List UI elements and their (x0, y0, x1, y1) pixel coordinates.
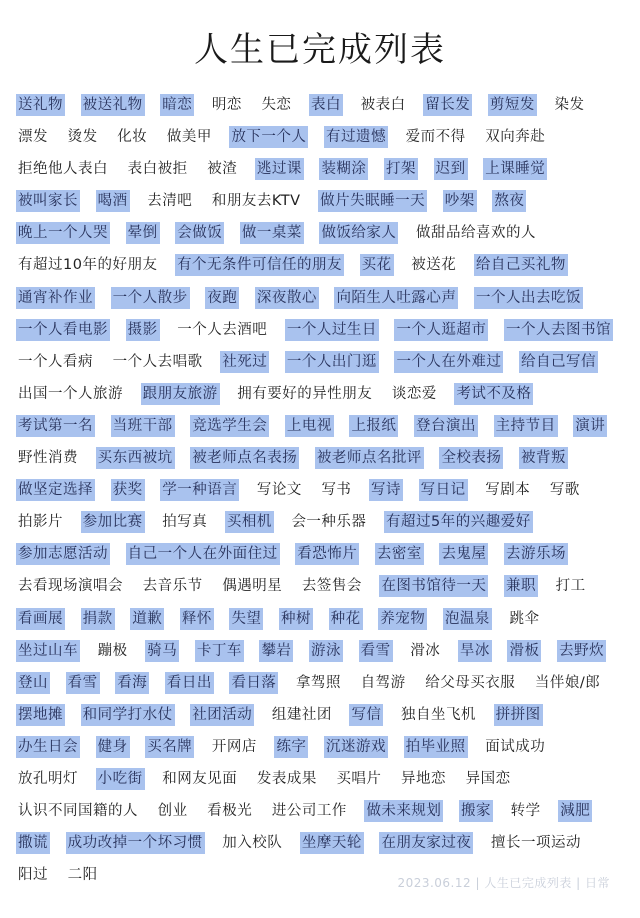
completed-item: 上课睡觉 (483, 158, 547, 180)
completed-item: 看雪 (359, 640, 393, 662)
completed-item: 参加志愿活动 (16, 543, 110, 565)
completed-item: 看日出 (165, 672, 214, 694)
list-item: 看极光 (207, 803, 253, 820)
completed-item: 健身 (96, 736, 130, 758)
completed-item: 登山 (16, 672, 50, 694)
completed-item: 通宵补作业 (16, 287, 95, 309)
list-item: 加入校队 (222, 835, 283, 852)
completed-item: 喝酒 (96, 190, 130, 212)
completed-item: 送礼物 (16, 94, 65, 116)
completed-item: 一个人去图书馆 (504, 319, 613, 341)
completed-item: 搬家 (459, 800, 493, 822)
completed-item: 熬夜 (492, 190, 526, 212)
list-item: 跳伞 (509, 610, 540, 627)
completed-item: 买相机 (225, 511, 274, 533)
list-item: 有超过10年的好朋友 (18, 257, 158, 274)
list-item: 自驾游 (360, 674, 406, 691)
list-item: 野性消费 (18, 450, 78, 467)
completed-item: 做一桌菜 (240, 222, 304, 244)
completed-item: 竞选学生会 (190, 415, 269, 437)
completed-item: 逃过课 (255, 158, 304, 180)
completed-item: 坐摩天轮 (300, 832, 364, 854)
completed-item: 上报纸 (349, 415, 398, 437)
list-item: 买唱片 (336, 770, 382, 787)
watermark-footer: 2023.06.12 | 人生已完成列表 | 日常 (397, 876, 610, 890)
completed-item: 给自己写信 (519, 351, 598, 373)
list-item: 去音乐节 (142, 578, 203, 595)
list-item: 给父母买衣服 (425, 674, 516, 691)
list-item: 当伴娘/郎 (534, 674, 601, 691)
completed-item: 被老师点名批评 (315, 447, 424, 469)
completed-item: 沉迷游戏 (324, 736, 388, 758)
completed-item: 做饭给家人 (319, 222, 398, 244)
completed-item: 游泳 (309, 640, 343, 662)
list-item: 明恋 (211, 97, 242, 113)
completed-item: 去野炊 (557, 640, 606, 662)
completed-item: 撒谎 (16, 832, 50, 854)
list-item: 开网店 (211, 738, 257, 755)
life-checklist (0, 89, 640, 891)
completed-item: 剪短发 (488, 94, 537, 116)
completed-item: 夜跑 (205, 287, 239, 309)
completed-item: 给自己买礼物 (474, 254, 568, 276)
list-item: 谈恋爱 (391, 385, 437, 402)
completed-item: 练字 (274, 736, 308, 758)
completed-item: 摄影 (126, 319, 160, 341)
list-item: 去看现场演唱会 (18, 578, 123, 595)
completed-item: 晚上一个人哭 (16, 222, 110, 244)
list-item: 转学 (510, 803, 541, 820)
completed-item: 看海 (115, 672, 149, 694)
completed-item: 放下一个人 (229, 126, 308, 148)
completed-item: 去游乐场 (504, 543, 568, 565)
completed-item: 坐过山车 (16, 640, 80, 662)
completed-item: 有个无条件可信任的朋友 (175, 254, 344, 276)
completed-item: 种树 (279, 608, 313, 630)
completed-item: 全校表扬 (439, 447, 503, 469)
completed-item: 考试第一名 (16, 415, 95, 437)
completed-item: 写信 (349, 704, 383, 726)
completed-item: 拍毕业照 (404, 736, 468, 758)
list-item: 写歌 (549, 482, 580, 499)
completed-item: 一个人过生日 (285, 319, 379, 341)
list-item: 发表成果 (256, 770, 317, 787)
completed-item: 在朋友家过夜 (379, 832, 473, 854)
completed-item: 看雪 (66, 672, 100, 694)
list-item: 烫发 (67, 129, 98, 146)
completed-item: 一个人散步 (111, 287, 190, 309)
completed-item: 做片失眠睡一天 (318, 190, 427, 212)
completed-item: 迟到 (434, 158, 468, 180)
list-item: 染发 (554, 97, 585, 113)
completed-item: 登台演出 (414, 415, 478, 437)
completed-item: 释怀 (180, 608, 214, 630)
completed-item: 有过遗憾 (324, 126, 388, 148)
list-item: 滑冰 (410, 642, 441, 659)
list-item: 去清吧 (147, 193, 193, 210)
completed-item: 买东西被坑 (96, 447, 175, 469)
list-item: 出国一个人旅游 (18, 385, 123, 402)
completed-item: 买名牌 (145, 736, 194, 758)
list-item: 拍影片 (18, 514, 63, 531)
completed-item: 泡温泉 (443, 608, 492, 630)
completed-item: 演讲 (573, 415, 607, 437)
list-item: 表白被拒 (127, 161, 188, 178)
completed-item: 做未来规划 (364, 800, 443, 822)
completed-item: 被送礼物 (81, 94, 145, 116)
completed-item: 社死过 (220, 351, 269, 373)
completed-item: 兼职 (504, 575, 538, 597)
list-item: 做美甲 (166, 129, 212, 146)
list-item: 打工 (555, 578, 586, 595)
completed-item: 旱冰 (458, 640, 492, 662)
completed-item: 去密室 (375, 543, 424, 565)
completed-item: 写日记 (419, 479, 468, 501)
completed-item: 暗恋 (160, 94, 194, 116)
list-item: 放孔明灯 (18, 770, 78, 787)
list-item: 一个人去酒吧 (177, 321, 268, 338)
completed-item: 办生日会 (16, 736, 80, 758)
completed-item: 被叫家长 (16, 190, 80, 212)
completed-item: 捐款 (81, 608, 115, 630)
list-item: 和网友见面 (162, 770, 238, 787)
list-item: 去签售会 (301, 578, 362, 595)
completed-item: 失望 (229, 608, 263, 630)
completed-item: 有超过5年的兴趣爱好 (384, 511, 533, 533)
list-item: 认识不同国籍的人 (18, 803, 138, 820)
completed-item: 骑马 (145, 640, 179, 662)
list-item: 异地恋 (401, 770, 447, 787)
list-item: 写书 (321, 482, 352, 499)
list-item: 被送花 (411, 257, 457, 274)
list-item: 阳过 (18, 867, 48, 884)
completed-item: 装糊涂 (319, 158, 368, 180)
completed-item: 参加比赛 (81, 511, 145, 533)
completed-item: 看日落 (229, 672, 278, 694)
completed-item: 和同学打水仗 (81, 704, 175, 726)
completed-item: 去鬼屋 (439, 543, 488, 565)
list-item: 独自坐飞机 (401, 706, 477, 723)
completed-item: 当班干部 (111, 415, 175, 437)
completed-item: 拼拼图 (494, 704, 543, 726)
completed-item: 一个人出去吃饭 (474, 287, 583, 309)
completed-item: 一个人看电影 (16, 319, 110, 341)
completed-item: 被背叛 (519, 447, 568, 469)
completed-item: 小吃街 (96, 768, 145, 790)
completed-item: 写诗 (369, 479, 403, 501)
completed-item: 成功改掉一个坏习惯 (66, 832, 205, 854)
completed-item: 一个人逛超市 (394, 319, 488, 341)
completed-item: 考试不及格 (454, 383, 533, 405)
completed-item: 道歉 (130, 608, 164, 630)
page (0, 22, 640, 891)
list-item: 被表白 (360, 97, 406, 113)
list-item: 拥有要好的异性朋友 (237, 385, 373, 402)
completed-item: 表白 (309, 94, 343, 116)
list-item: 漂发 (18, 129, 48, 146)
completed-item: 自己一个人在外面住过 (126, 543, 280, 565)
list-item: 偶遇明星 (222, 578, 283, 595)
list-item: 双向奔赴 (485, 129, 546, 146)
completed-item: 向陌生人吐露心声 (334, 287, 458, 309)
list-item: 和朋友去KTV (211, 193, 301, 210)
completed-item: 上电视 (285, 415, 334, 437)
list-item: 一个人看病 (18, 353, 93, 370)
list-item: 失恋 (261, 97, 292, 113)
completed-item: 摆地摊 (16, 704, 65, 726)
list-item: 蹦极 (97, 642, 128, 659)
completed-item: 在图书馆待一天 (379, 575, 488, 597)
completed-item: 留长发 (423, 94, 472, 116)
list-item: 化妆 (117, 129, 148, 146)
completed-item: 卡丁车 (195, 640, 244, 662)
completed-item: 滑板 (507, 640, 541, 662)
list-item: 被渣 (207, 161, 238, 178)
list-item: 组建社团 (271, 706, 332, 723)
list-item: 拿驾照 (296, 674, 342, 691)
list-item: 爱而不得 (405, 129, 466, 146)
list-item: 二阳 (67, 867, 98, 884)
completed-item: 攀岩 (259, 640, 293, 662)
list-item: 写剧本 (485, 482, 531, 499)
completed-item: 一个人出门逛 (285, 351, 379, 373)
list-item: 异国恋 (465, 770, 511, 787)
completed-item: 被老师点名表扬 (190, 447, 299, 469)
completed-item: 吵架 (443, 190, 477, 212)
completed-item: 种花 (329, 608, 363, 630)
list-item: 创业 (157, 803, 188, 820)
list-item: 写论文 (256, 482, 302, 499)
list-item: 会一种乐器 (291, 514, 367, 531)
list-item: 一个人去唱歌 (112, 353, 203, 370)
list-item: 拒绝他人表白 (18, 161, 108, 178)
completed-item: 跟朋友旅游 (141, 383, 220, 405)
completed-item: 深夜散心 (255, 287, 319, 309)
completed-item: 晕倒 (126, 222, 160, 244)
completed-item: 看画展 (16, 608, 65, 630)
completed-item: 养宠物 (378, 608, 427, 630)
completed-item: 会做饭 (175, 222, 224, 244)
list-item: 进公司工作 (271, 803, 347, 820)
list-item: 面试成功 (485, 738, 546, 755)
completed-item: 打架 (384, 158, 418, 180)
completed-item: 买花 (360, 254, 394, 276)
completed-item: 一个人在外难过 (394, 351, 503, 373)
completed-item: 主持节目 (494, 415, 558, 437)
completed-item: 減肥 (558, 800, 592, 822)
completed-item: 看恐怖片 (295, 543, 359, 565)
completed-item: 获奖 (111, 479, 145, 501)
completed-item: 学一种语言 (160, 479, 239, 501)
completed-item: 做坚定选择 (16, 479, 95, 501)
list-item: 擅长一项运动 (491, 835, 582, 852)
list-item: 做甜品给喜欢的人 (416, 225, 537, 242)
list-item: 拍写真 (162, 514, 208, 531)
page-title: 人生已完成列表 (194, 30, 446, 70)
completed-item: 社团活动 (190, 704, 254, 726)
